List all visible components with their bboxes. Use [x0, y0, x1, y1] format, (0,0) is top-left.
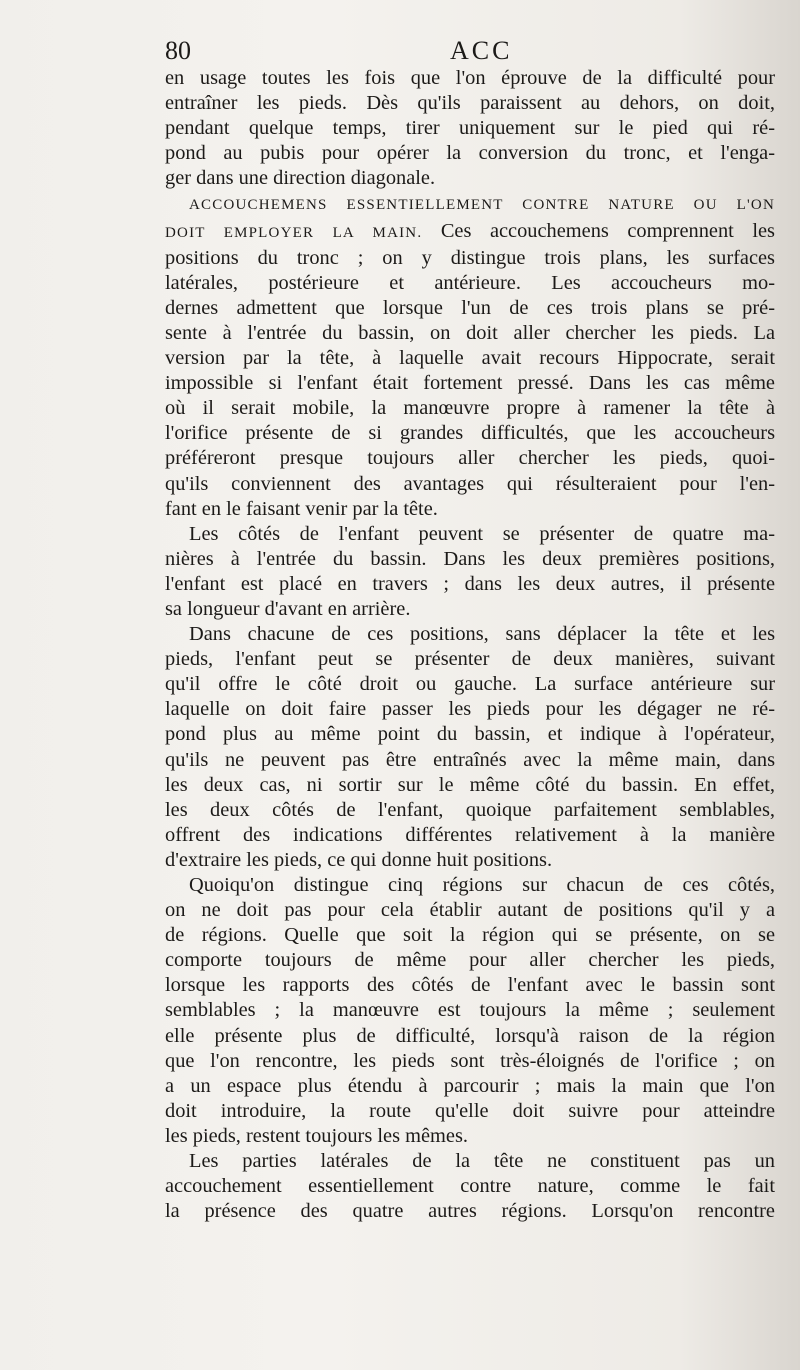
text-line: lorsque les rapports des côtés de l'enfant avec le bassin sont: [165, 974, 775, 997]
text-line: accouchement essentiellement contre nature, comme le fait: [165, 1175, 775, 1198]
text-line: l'orifice présente de si grandes difficultés, que les accoucheurs: [165, 422, 775, 445]
text-line: en usage toutes les fois que l'on éprouve de la difficulté pour: [165, 67, 775, 89]
paragraph: [165, 622, 775, 873]
text-line: qu'il offre le côté droit ou gauche. La surface antérieure sur: [165, 673, 775, 696]
text-line: de régions. Quelle que soit la région qui se présente, on se: [165, 924, 775, 947]
paragraph: [165, 873, 775, 1149]
text-line: elle présente plus de difficulté, lorsqu'à raison de la région: [165, 1024, 775, 1047]
text-line: la présence des quatre autres régions. Lorsqu'on rencontre: [165, 1200, 775, 1223]
text-line: Dans chacune de ces positions, sans déplacer la tête et les: [189, 623, 775, 646]
text-line: les deux côtés de l'enfant, quoique parfaitement semblables,: [165, 798, 775, 821]
text-line: DOIT EMPLOYER LA MAIN. Ces accouchemens comprennent les: [165, 219, 775, 242]
body-text: [165, 66, 775, 1224]
text-line: ger dans une direction diagonale.: [165, 167, 436, 190]
text-line: offrent des indications différentes relativement à la manière: [165, 823, 775, 846]
text-line: l'enfant est placé en travers ; dans les deux autres, il présente: [165, 572, 775, 595]
text-line: on ne doit pas pour cela établir autant de positions qu'il y a: [165, 899, 775, 922]
paragraph: [165, 522, 775, 622]
text-line: entraîner les pieds. Dès qu'ils paraissent au dehors, on doit,: [165, 92, 775, 115]
paragraph: [165, 1149, 775, 1224]
page-number: 80: [165, 36, 191, 65]
text-line: latérales, postérieure et antérieure. Les accoucheurs mo-: [165, 271, 775, 294]
section-heading: ACCOUCHEMENS ESSENTIELLEMENT CONTRE NATURE OU L'ON: [189, 197, 775, 214]
text-line: Quoiqu'on distingue cinq régions sur chacun de ces côtés,: [189, 874, 775, 896]
text-line: où il serait mobile, la manœuvre propre à ramener la tête à: [165, 397, 775, 420]
text-line: Les parties latérales de la tête ne constituent pas un: [189, 1150, 775, 1173]
text-line: semblables ; la manœuvre est toujours la même ; seulement: [165, 999, 775, 1022]
running-head: ACC: [450, 36, 513, 65]
text-line: les deux cas, ni sortir sur le même côté du bassin. En effet,: [165, 773, 775, 796]
text-line: d'extraire les pieds, ce qui donne huit positions.: [165, 848, 553, 871]
text-line: nières à l'entrée du bassin. Dans les deux premières positions,: [165, 547, 775, 570]
text-line: Les côtés de l'enfant peuvent se présenter de quatre ma-: [189, 522, 775, 545]
page-header: [165, 34, 775, 68]
text-line: préféreront presque toujours aller chercher les pieds, quoi-: [165, 447, 775, 470]
text-line: qu'ils conviennent des avantages qui résulteraient pour l'en-: [165, 472, 775, 495]
text-line: sente à l'entrée du bassin, on doit aller chercher les pieds. La: [165, 321, 775, 344]
text-line: les pieds, restent toujours les mêmes.: [165, 1124, 468, 1147]
text-line: pond plus au même point du bassin, et indique à l'opérateur,: [165, 723, 775, 746]
text-line: fant en le faisant venir par la tête.: [165, 497, 438, 520]
text-line: comporte toujours de même pour aller chercher les pieds,: [165, 949, 775, 972]
text-line: laquelle on doit faire passer les pieds pour les dégager ne ré-: [165, 698, 775, 721]
section-heading-continued: DOIT EMPLOYER LA MAIN.: [165, 224, 423, 241]
text-line: positions du tronc ; on y distingue trois plans, les surfaces: [165, 246, 775, 269]
text-line: impossible si l'enfant était fortement pressé. Dans les cas même: [165, 372, 775, 395]
text-line: que l'on rencontre, les pieds sont très-éloignés de l'orifice ; on: [165, 1049, 775, 1072]
text-line: pendant quelque temps, tirer uniquement sur le pied qui ré-: [165, 117, 775, 140]
text-line: version par la tête, à laquelle avait recours Hippocrate, serait: [165, 347, 775, 370]
text-line: dernes admettent que lorsque l'un de ces trois plans se pré-: [165, 296, 775, 319]
text-line: pieds, l'enfant peut se présenter de deux manières, suivant: [165, 648, 775, 671]
paragraph: [165, 191, 775, 521]
text-line: sa longueur d'avant en arrière.: [165, 597, 411, 620]
text-line: doit introduire, la route qu'elle doit suivre pour atteindre: [165, 1099, 775, 1122]
text-line: a un espace plus étendu à parcourir ; mais la main que l'on: [165, 1074, 775, 1097]
paragraph: [165, 66, 775, 191]
text-line: qu'ils ne peuvent pas être entraînés avec la même main, dans: [165, 748, 775, 771]
text-line: pond au pubis pour opérer la conversion du tronc, et l'enga-: [165, 142, 775, 165]
